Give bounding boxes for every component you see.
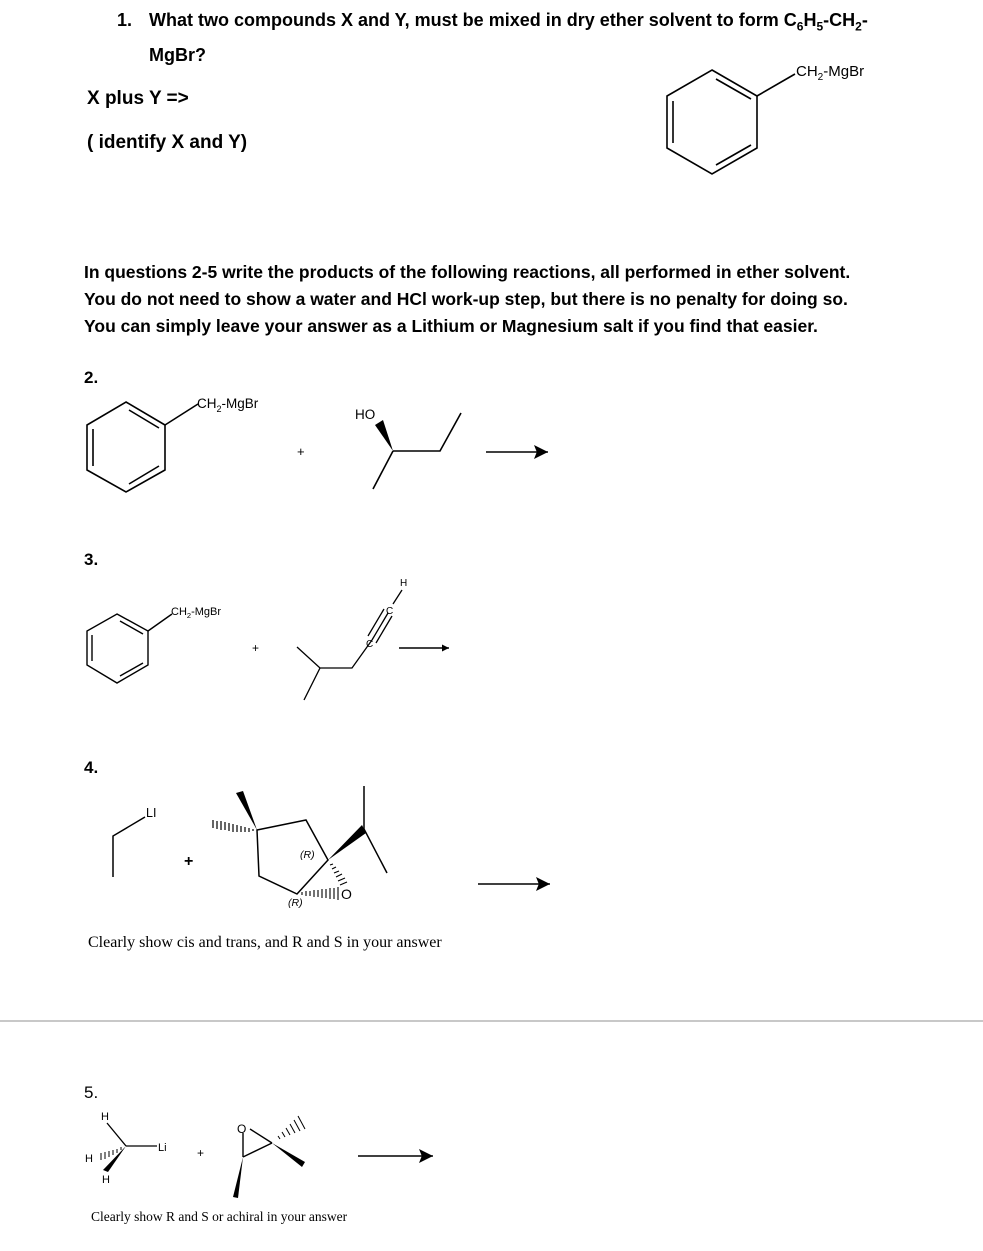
mgbr-text: -MgBr (221, 396, 259, 411)
subscript-2: 2 (817, 72, 824, 83)
instructions-line1: In questions 2-5 write the products of the following reactions, all performed in ether solvent. (84, 262, 851, 282)
subscript-2: 2 (186, 611, 192, 620)
q5-wedge-bond (233, 1157, 243, 1198)
q2-ch2-mgbr-label (197, 396, 259, 414)
q4-li-label: LI (146, 806, 157, 820)
formula-part: -CH (823, 10, 856, 30)
q4-stereo-r-label: (R) (300, 849, 315, 861)
ch-text: CH (171, 606, 187, 618)
question-5-number: 5. (84, 1083, 99, 1102)
q5-plus: + (197, 1146, 205, 1160)
q4-oxygen-label: O (341, 886, 352, 902)
question-number: 1. (117, 10, 133, 30)
q1-ch2-mgbr-label (796, 63, 864, 83)
q4-plus: + (184, 853, 194, 870)
q5-hydrogen-label: H (101, 1111, 109, 1123)
q4-hash-bond (213, 820, 253, 832)
q4-cyclopentane-epoxide-structure (213, 786, 387, 900)
q3-hydrogen-label: H (400, 578, 408, 589)
q5-hydrogen-label: H (85, 1153, 93, 1165)
formula-part: - (861, 10, 868, 30)
mgbr-text: -MgBr (823, 63, 865, 80)
mgbr-text: -MgBr (191, 606, 222, 618)
subscript-2: 2 (216, 404, 222, 414)
q5-hash-bond (278, 1116, 305, 1139)
q4-cyclopentane-ring (257, 820, 328, 894)
subscript: 2 (855, 19, 862, 34)
q4-epoxide-hash-horizontal (302, 887, 338, 900)
question-4-number: 4. (84, 758, 99, 777)
question-5-note: Clearly show R and S or achiral in your answer (91, 1209, 348, 1224)
instructions-line3: You can simply leave your answer as a Lithium or Magnesium salt if you find that easier. (84, 316, 818, 336)
q3-carbon-label: C (386, 606, 394, 617)
q3-carbon-label: C (366, 639, 374, 650)
q2-benzyl-mgbr-structure (87, 402, 198, 492)
q2-ho-label: HO (355, 407, 376, 422)
q2-wedge-bond (375, 420, 393, 451)
question-4-note: Clearly show cis and trans, and R and S in your answer (88, 934, 442, 951)
q4-alkyl-lithium-structure (113, 817, 145, 877)
question-3-number: 3. (84, 550, 99, 569)
q3-ch2-mgbr-label (171, 606, 221, 620)
q4-epoxide-hash (330, 864, 347, 885)
ch-text: CH (197, 396, 217, 411)
ch-text: CH (796, 63, 818, 80)
identify-x-y: ( identify X and Y) (87, 132, 248, 153)
q2-chiral-alcohol-structure (373, 413, 461, 489)
q4-wedge-methyl (236, 791, 257, 830)
q5-methyllithium-structure (101, 1123, 157, 1172)
equation-x-plus-y: X plus Y => (87, 88, 189, 109)
q5-wedge-bond (272, 1143, 305, 1167)
q3-benzyl-mgbr-structure (87, 614, 172, 683)
subscript: 5 (816, 19, 824, 34)
q2-plus: + (297, 444, 305, 459)
instructions-line2: You do not need to show a water and HCl work-up step, but there is no penalty for doing so. (84, 289, 848, 309)
question-2-number: 2. (84, 368, 99, 387)
q4-stereo-r-label: (R) (288, 897, 303, 909)
question-1-line1: What two compounds X and Y, must be mixed in dry ether solvent to form C (149, 10, 797, 30)
formula-part: H (803, 10, 817, 30)
subscript: 6 (796, 19, 804, 34)
q5-oxygen-label: O (237, 1122, 247, 1136)
q2-benzene-ring (87, 402, 165, 492)
q5-li-label: Li (158, 1142, 167, 1154)
q1-benzyl-mgbr-structure (667, 70, 795, 174)
q3-benzene-ring (87, 614, 148, 683)
q4-wedge-isopropyl (328, 825, 366, 860)
q5-hash-bond (101, 1147, 121, 1160)
question-1-line2: MgBr? (149, 44, 206, 65)
q5-hydrogen-label: H (102, 1174, 110, 1186)
q1-benzene-ring (667, 70, 757, 174)
q3-plus: + (252, 641, 260, 655)
